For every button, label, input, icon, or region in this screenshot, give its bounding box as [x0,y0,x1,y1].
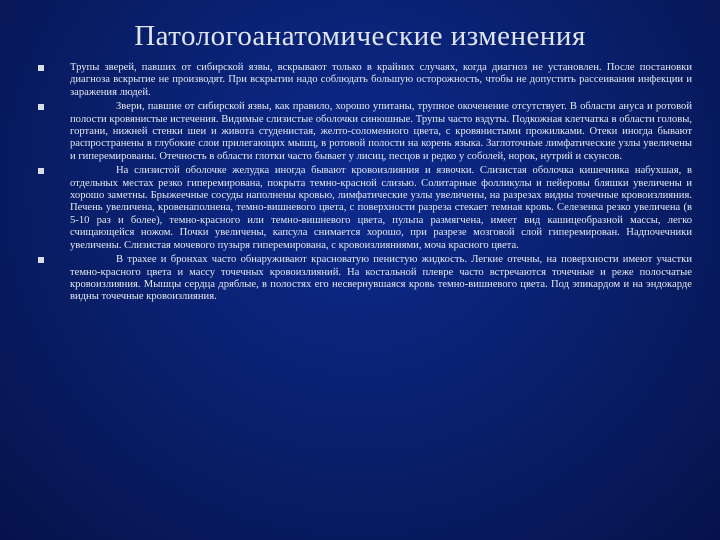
bullet-item [38,254,692,304]
square-bullet-icon [38,168,44,174]
square-bullet-icon [38,65,44,71]
bullet-text: В трахее и бронхах часто обнаруживают красноватую пенистую жидкость. Легкие отечны, на поверхности имеют участки темно-красного цвета и массу точечных кровоизлияний. На костальной плевре часто встречаются точечные и реже полосчатые кровоизлияния. Мышцы сердца дряблые, в полостях его несвернувшаяся кровь темно-вишневого цвета. Под эпикардом и на эндокарде видны точечные кровоизлияния. [70,254,692,303]
bullet-text: Трупы зверей, павших от сибирской язвы, вскрывают только в крайних случаях, когда диагноз не установлен. После постановки диагноза вскрытие не производят. При вскрытии надо соблюдать большую осторожность, чтобы не допустить рассеивания инфекции и заражения людей. [70,62,692,98]
square-bullet-icon [38,257,44,263]
bullet-text: Звери, павшие от сибирской язвы, как правило, хорошо упитаны, трупное окоченение отсутствует. В области ануса и ротовой полости кровянистые истечения. Видимые слизистые оболочки синюшные. Трупы часто вздуты. Подкожная клетчатка в области головы, гортани, нижней стенки шеи и живота студенистая, желто-соломенного цвета, с кровянистыми прожилками. Отеки иногда бывают распространены в глубокие слои прилегающих мышц, в ротовой полости на корень языка. Заглоточные лимфатические узлы увеличены и гиперемированы. Отечность в области глотки часто бывает у лисиц, песцов и редко у соболей, норок, нутрий и скунсов. [70,101,692,162]
bullet-item [38,62,692,99]
square-bullet-icon [38,104,44,110]
bullet-list [38,62,692,306]
bullet-item [38,165,692,252]
slide-title: Патологоанатомические изменения [134,20,586,52]
bullet-item [38,101,692,163]
bullet-text: На слизистой оболочке желудка иногда бывают кровоизлияния и язвочки. Слизистая оболочка кишечника набухшая, в отдельных местах резко гиперемирована, покрыта темно-красной слизью. Солитарные фолликулы и пейеровы бляшки увеличены и хорошо заметны. Брыжеечные сосуды наполнены кровью, лимфатические узлы увеличены, на разрезах видны точечные кровоизлияния. Печень увеличена, кровенаполнена, темно-вишневого цвета, с поверхности разреза стекает темная кровь. Селезенка резко увеличена (в 5-10 раз и более), темно-красного или темно-вишневого цвета, пульпа размягчена, имеет вид кашицеобразной массы, легко счищающейся ножом. Почки увеличены, капсула снимается хорошо, при разрезе мозговой слой гиперемирован. Надпочечники увеличены. Слизистая мочевого пузыря гиперемирована, с кровоизлияниями, моча красного цвета. [70,165,692,251]
